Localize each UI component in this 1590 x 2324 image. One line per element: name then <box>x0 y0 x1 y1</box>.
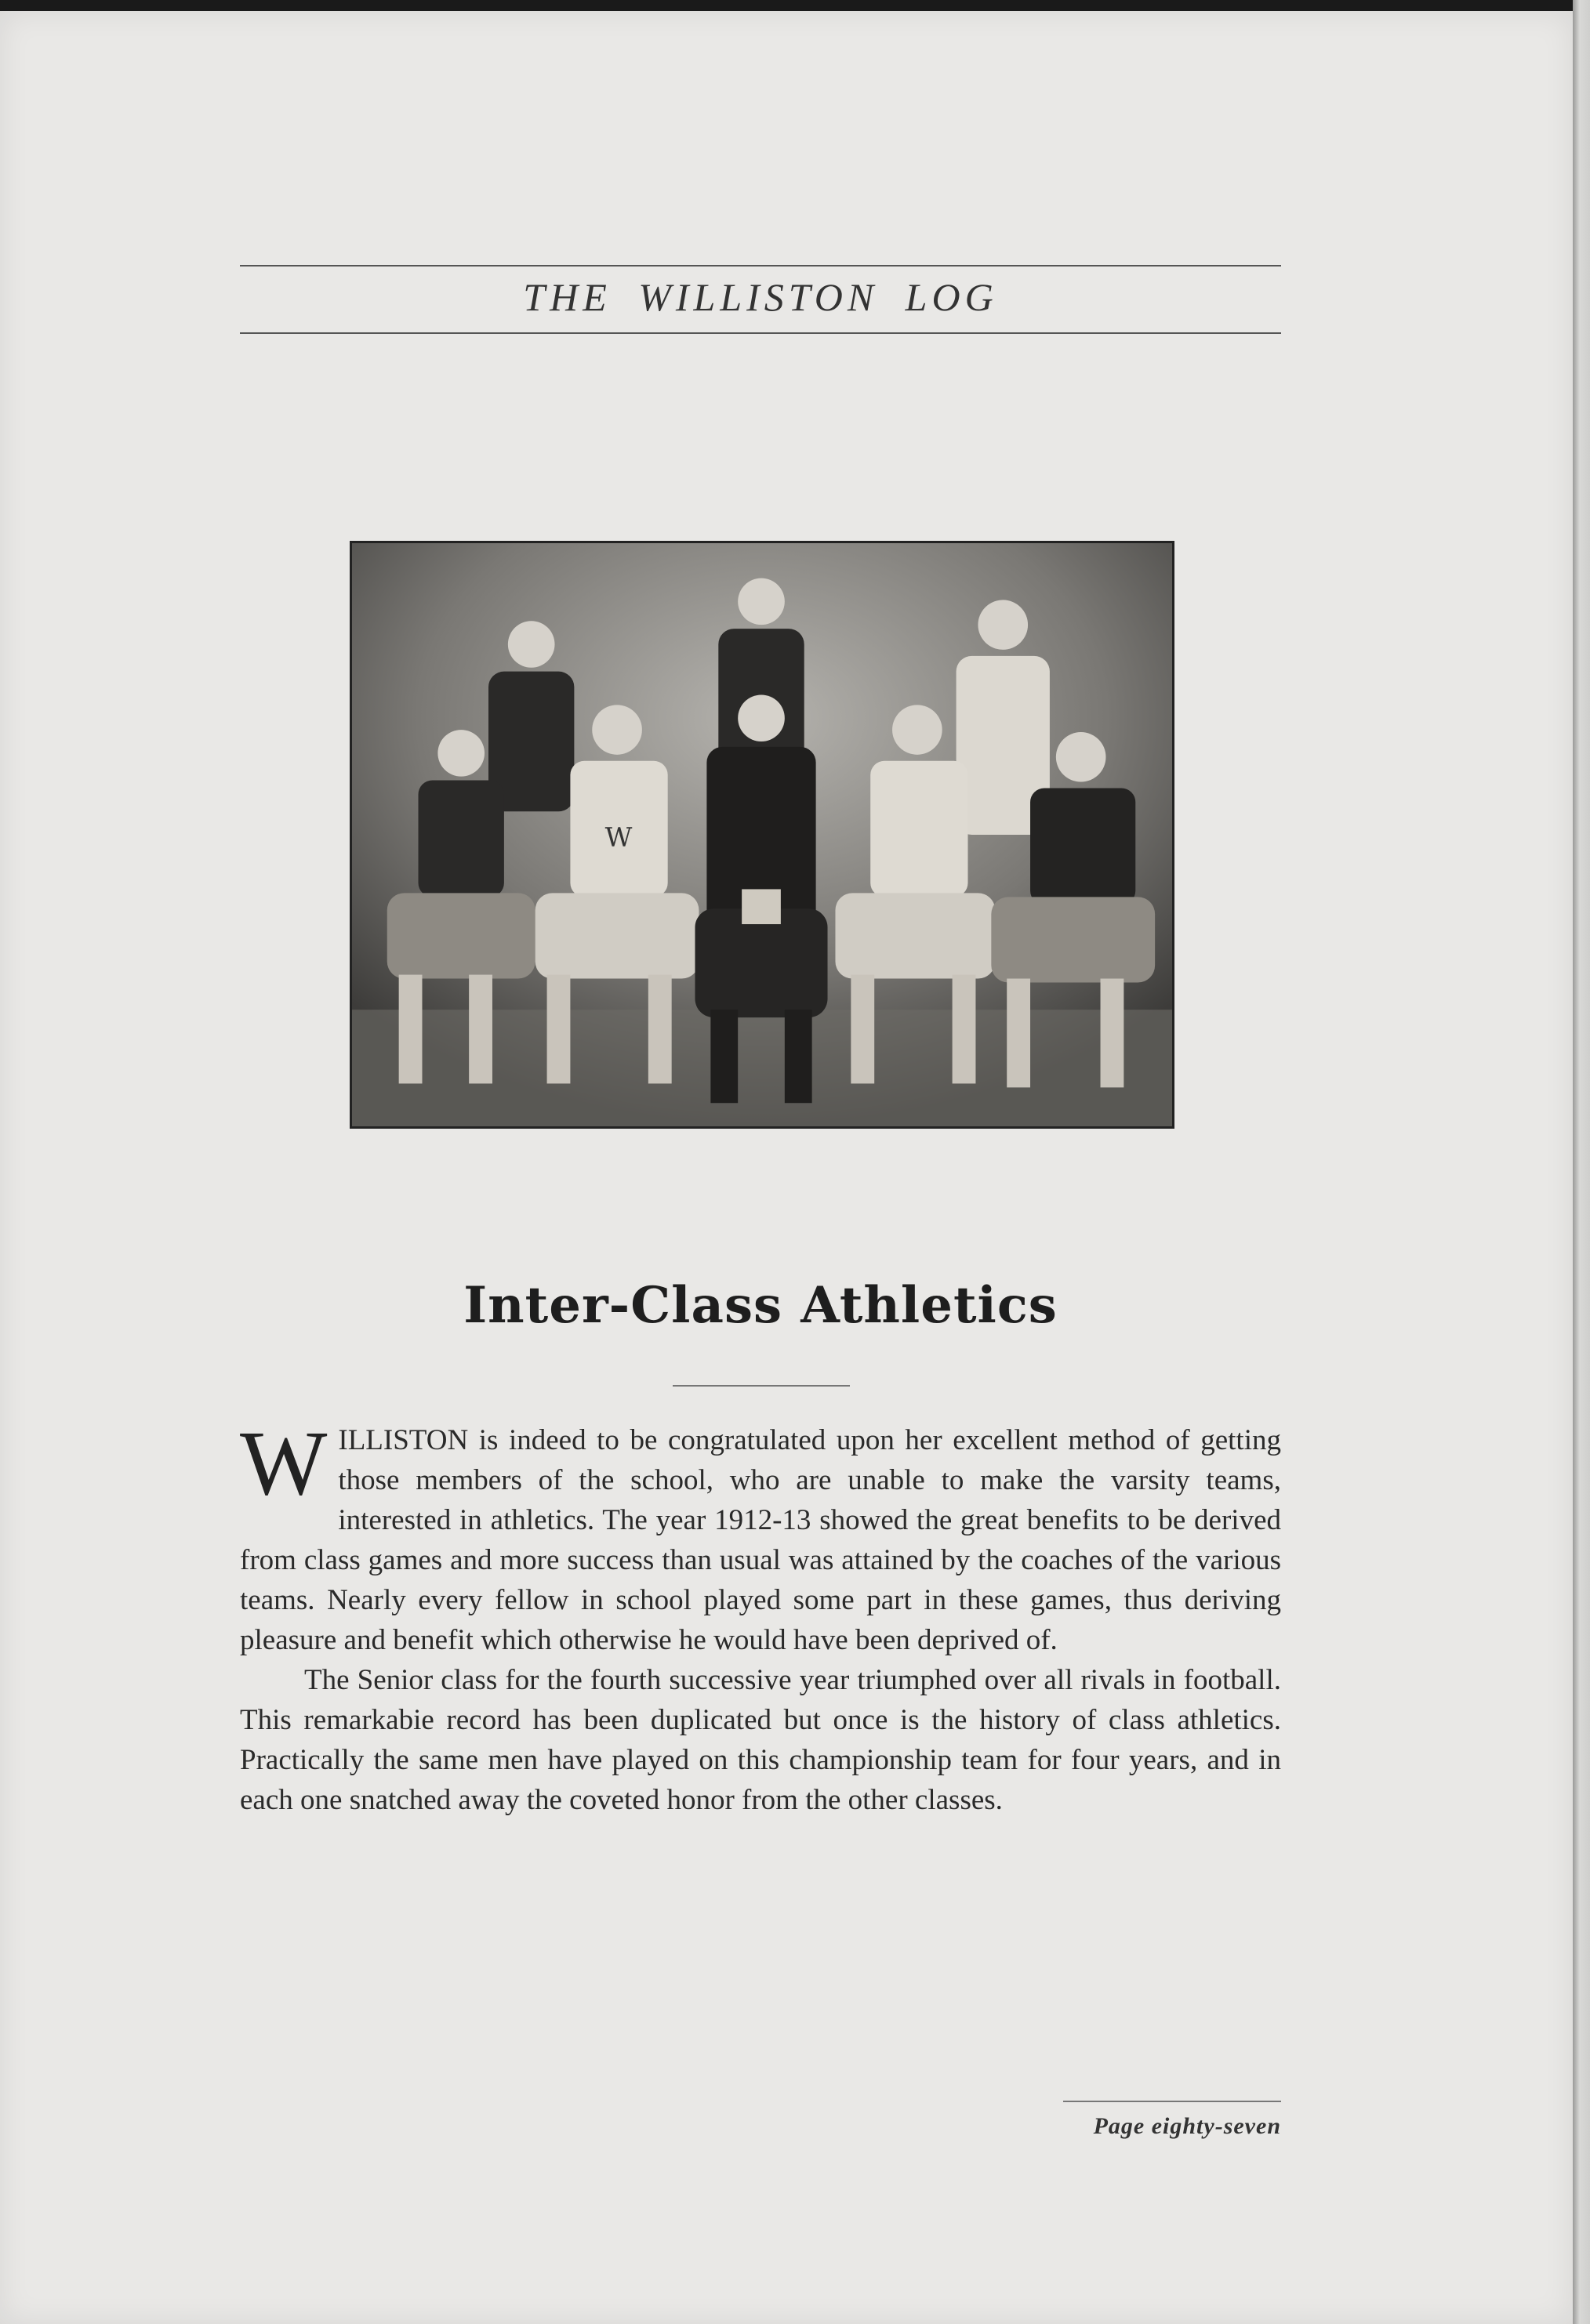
page-edge <box>1573 0 1590 2324</box>
header-bottom-rule <box>240 332 1281 334</box>
team-photo-illustration <box>352 543 1172 1126</box>
team-photograph <box>350 541 1174 1129</box>
paragraph-1-text: ILLISTON is indeed to be congratulated upon her excellent method of getting those members of the school, who are unable to make the varsity teams, interested in athletics. The year 1912-13 showed the great benefits to be derived from class games and more success than usual was attained by the coaches of the various teams. Nearly every fellow in school played some part in these games, thus deriving pleasure and benefit which otherwise he would have been deprived of. <box>240 1424 1281 1656</box>
running-head: THE WILLISTON LOG <box>523 275 998 319</box>
article-title: Inter-Class Athletics <box>463 1276 1058 1335</box>
paragraph-2: The Senior class for the fourth successive year triumphed over all rivals in football. This remarkabie record has been duplicated but once is the history of class athletics. Practically the same men have played on this championship team for four years, and in each one snatched away the coveted honor from the other classes. <box>240 1664 1281 1816</box>
drop-cap: W <box>240 1412 328 1514</box>
jersey-letter: W <box>604 821 633 853</box>
article-body <box>240 1412 1281 1820</box>
page-number: Page eighty-seven <box>1093 2113 1281 2139</box>
page-sheet <box>0 11 1573 2324</box>
header-top-rule <box>240 265 1281 266</box>
title-divider <box>673 1385 850 1387</box>
paragraph-1 <box>240 1412 1281 1660</box>
footer-rule <box>1063 2101 1281 2102</box>
